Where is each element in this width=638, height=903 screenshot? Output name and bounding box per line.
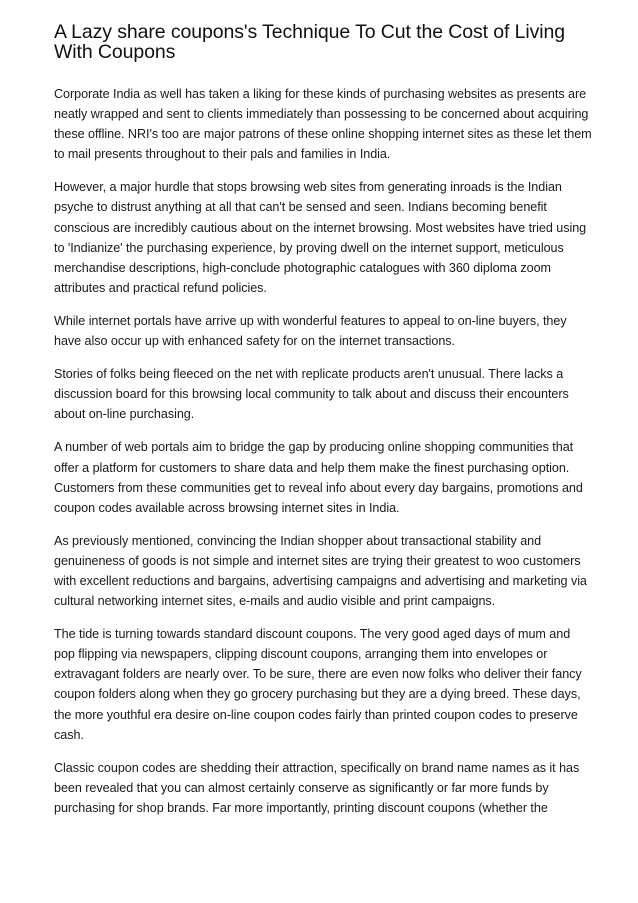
paragraph: Corporate India as well has taken a liking for these kinds of purchasing websites as presents are neatly wrapped and sent to clients immediately than possessing to be concerned about acquiring these offline. NRI's too are major patrons of these online shopping internet sites as these let them to mail presents throughout to their pals and families in India. [54, 87, 592, 162]
paragraph: The tide is turning towards standard discount coupons. The very good aged days of mum and pop flipping via newspapers, clipping discount coupons, arranging them into envelopes or extravagant folders are nearly over. To be sure, there are even now folks who deliver their fancy coupon folders along when they go grocery purchasing but they are a dying breed. These days, the more youthful era desire on-line coupon codes fairly than printed coupon codes to preserve cash. [54, 627, 582, 742]
paragraph: Stories of folks being fleeced on the net with replicate products aren't unusual. There lacks a discussion board for this browsing local community to talk about and discuss their encounters about on-line purchasing. [54, 367, 569, 422]
paragraph: Classic coupon codes are shedding their attraction, specifically on brand name names as it has been revealed that you can almost certainly conserve as significantly or far more funds by purchasing for shop brands. Far more importantly, printing discount coupons (whether the [54, 760, 580, 815]
document-page [54, 22, 592, 818]
paragraph: While internet portals have arrive up with wonderful features to appeal to on-line buyers, they have also occur up with enhanced safety for on the internet transactions. [54, 313, 567, 349]
paragraph: As previously mentioned, convincing the Indian shopper about transactional stability and genuineness of goods is not simple and internet sites are trying their greatest to woo customers with excellent reductions and bargains, advertising campaigns and advertising and marketing via cultural networking internet sites, e-mails and audio visible and print campaigns. [54, 533, 587, 609]
paragraph: However, a major hurdle that stops browsing web sites from generating inroads is the Indian psyche to distrust anything at all that can't be sensed and seen. Indians becoming benefit conscious are incredibly cautious about on the internet browsing. Most websites have tried using to 'Indianize' the purchasing experience, by proving dwell on the internet support, meticulous merchandise descriptions, high-conclude photographic catalogues with 360 diploma zoom attributes and practical refund policies. [54, 180, 587, 295]
page-title: A Lazy share coupons's Technique To Cut the Cost of Living With Coupons [54, 21, 566, 63]
paragraph: A number of web portals aim to bridge the gap by producing online shopping communities that offer a platform for customers to share data and help them make the finest purchasing option. Customers from these communities get to reveal info about every day bargains, promotions and coupon codes available across browsing internet sites in India. [54, 440, 583, 515]
